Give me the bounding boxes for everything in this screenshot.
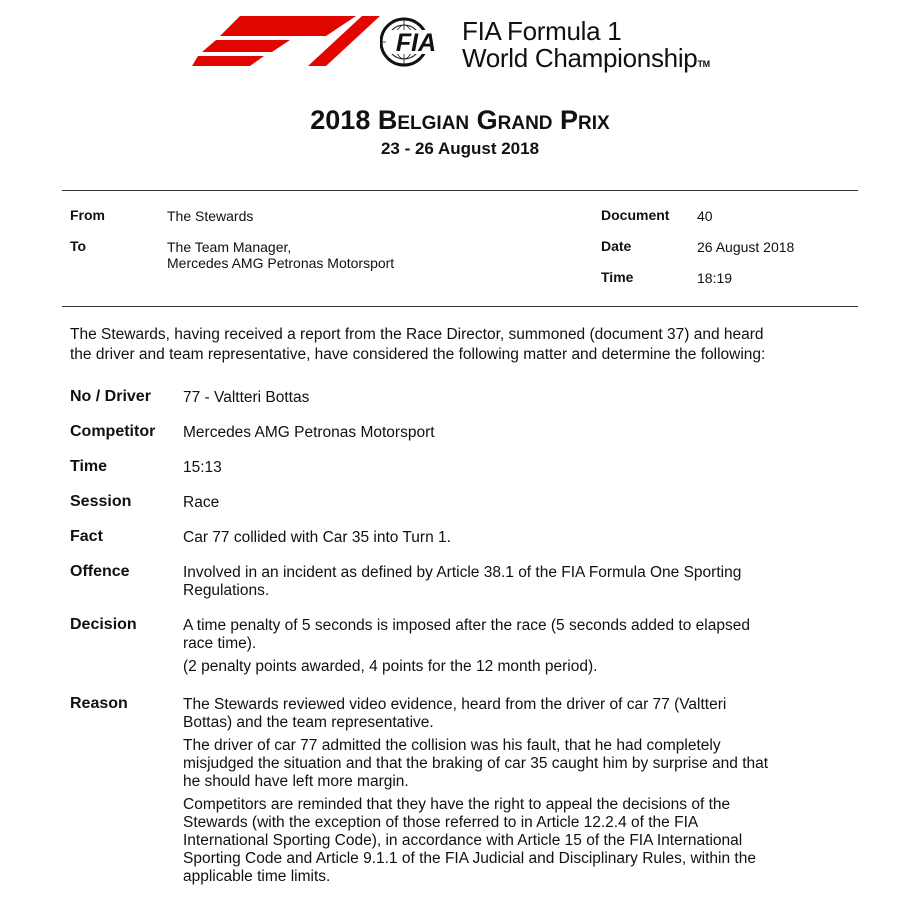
f1-logo-icon bbox=[192, 16, 380, 66]
title-event: Belgian Grand Prix bbox=[377, 105, 610, 135]
fact-value: Car 77 collided with Car 35 into Turn 1. bbox=[183, 529, 451, 546]
reason-label: Reason bbox=[70, 695, 128, 712]
driver-value: 77 - Valtteri Bottas bbox=[183, 389, 310, 406]
driver-label: No / Driver bbox=[70, 388, 151, 405]
reason-paragraph-2 bbox=[183, 737, 863, 791]
document-number: 40 bbox=[697, 208, 713, 224]
offence-label: Offence bbox=[70, 563, 130, 580]
reason-p3-line-3: International Sporting Code), in accordance with Article 15 of the FIA International bbox=[183, 832, 743, 849]
reason-p3-line-2: Stewards (with the exception of those referred to in Article 12.2.4 of the FIA bbox=[183, 814, 699, 831]
time-value: 18:19 bbox=[697, 270, 733, 286]
event-dates: 23 - 26 August 2018 bbox=[380, 139, 540, 158]
competitor-value: Mercedes AMG Petronas Motorsport bbox=[183, 424, 435, 441]
decision-penalty bbox=[183, 617, 863, 653]
reason-p2-line-2: misjudged the situation and that the braking of car 35 caught him by surprise and that bbox=[183, 755, 769, 772]
intro-line-2: the driver and team representative, have considered the following matter and determine the following: bbox=[70, 346, 766, 363]
brand-line-2: World ChampionshipTM bbox=[462, 43, 710, 73]
reason-paragraph-3 bbox=[183, 796, 863, 886]
decision-line-1: A time penalty of 5 seconds is imposed after the race (5 seconds added to elapsed bbox=[183, 617, 750, 634]
date-label: Date bbox=[601, 238, 632, 254]
from-value: The Stewards bbox=[167, 208, 254, 224]
reason-p1-line-1: The Stewards reviewed video evidence, heard from the driver of car 77 (Valtteri bbox=[183, 696, 727, 713]
offence-line-2: Regulations. bbox=[183, 582, 270, 599]
decision-points: (2 penalty points awarded, 4 points for the 12 month period). bbox=[183, 658, 598, 675]
svg-text:FIA: FIA bbox=[395, 29, 437, 57]
fact-label: Fact bbox=[70, 528, 103, 545]
document-label: Document bbox=[601, 207, 670, 223]
competitor-label: Competitor bbox=[70, 423, 156, 440]
session-value: Race bbox=[183, 494, 220, 511]
offence-value bbox=[183, 564, 863, 600]
incident-time-label: Time bbox=[70, 458, 108, 475]
reason-p2-line-1: The driver of car 77 admitted the collision was his fault, that he had completely bbox=[183, 737, 721, 754]
brand-line-1: FIA Formula 1 bbox=[462, 16, 622, 46]
divider-top bbox=[62, 190, 858, 191]
time-label: Time bbox=[601, 269, 634, 285]
title-year: 2018 bbox=[310, 105, 371, 135]
session-label: Session bbox=[70, 493, 132, 510]
reason-p3-line-5: applicable time limits. bbox=[183, 868, 331, 885]
to-value-line-1: The Team Manager, bbox=[167, 239, 292, 255]
decision-label: Decision bbox=[70, 616, 137, 633]
offence-line-1: Involved in an incident as defined by Article 38.1 of the FIA Formula One Sporting bbox=[183, 564, 742, 581]
intro-line-1: The Stewards, having received a report from the Race Director, summoned (document 37) and heard bbox=[70, 326, 764, 343]
to-value bbox=[167, 239, 394, 271]
to-label: To bbox=[70, 238, 87, 254]
to-value-line-2: Mercedes AMG Petronas Motorsport bbox=[167, 255, 395, 271]
page-title bbox=[0, 104, 920, 136]
date-value: 26 August 2018 bbox=[697, 239, 795, 255]
decision-value bbox=[183, 617, 863, 676]
reason-p2-line-3: he should have left more margin. bbox=[183, 773, 409, 790]
incident-time-value: 15:13 bbox=[183, 459, 222, 476]
document-header bbox=[0, 0, 920, 90]
from-label: From bbox=[70, 207, 105, 223]
decision-line-2: race time). bbox=[183, 635, 257, 652]
reason-p3-line-1: Competitors are reminded that they have the right to appeal the decisions of the bbox=[183, 796, 731, 813]
reason-p1-line-2: Bottas) and the team representative. bbox=[183, 714, 434, 731]
intro-paragraph bbox=[70, 325, 870, 365]
divider-bottom bbox=[62, 306, 858, 307]
reason-paragraph-1 bbox=[183, 696, 863, 732]
championship-wordmark bbox=[462, 18, 710, 78]
reason-value bbox=[183, 696, 863, 886]
trademark: TM bbox=[697, 59, 710, 69]
fia-seal-icon bbox=[380, 12, 452, 72]
reason-p3-line-4: Sporting Code and Article 9.1.1 of the FIA Judicial and Disciplinary Rules, within the bbox=[183, 850, 756, 867]
